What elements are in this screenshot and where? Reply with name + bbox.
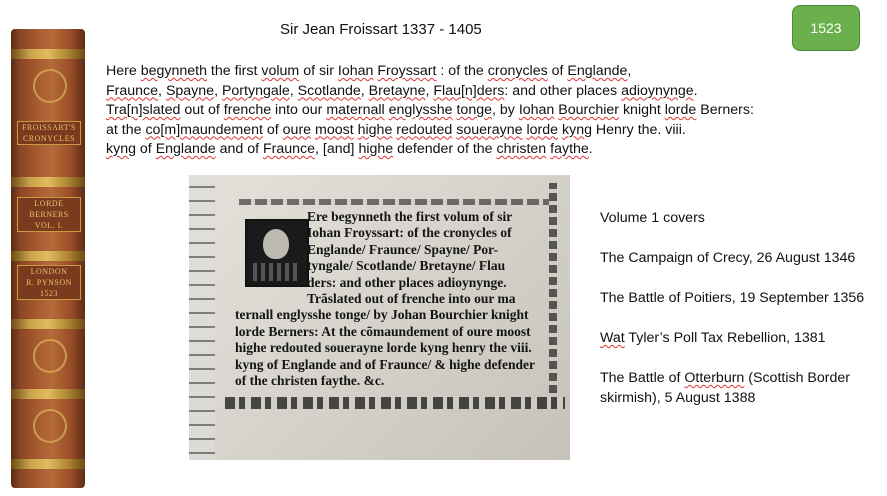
spellcheck-word: Iohan [337, 63, 374, 79]
printed-line: Trãslated out of frenche into our ma [307, 291, 516, 307]
spellcheck-word: lorde [526, 121, 559, 138]
intro-line [106, 82, 876, 102]
printed-text [235, 209, 563, 389]
spine-band [11, 251, 85, 261]
printed-line: lorde Berners: At the cõmaundement of oure moost [235, 323, 531, 339]
printed-line: ders: and other places adioynynge. [307, 274, 507, 290]
text-run: . [588, 141, 593, 157]
intro-line [106, 101, 876, 121]
spine-band [11, 49, 85, 59]
spine-band [11, 459, 85, 469]
page-border-bottom [225, 397, 565, 409]
spellcheck-word: highe [358, 141, 394, 157]
spellcheck-word: oure [282, 121, 312, 138]
text-run: of [135, 141, 156, 157]
text-run: of [262, 121, 283, 138]
spellcheck-word: Flau[n]ders [433, 82, 505, 99]
text-run: of sir [299, 63, 338, 79]
spellcheck-word: highe [357, 121, 393, 138]
text-run: the first [206, 63, 262, 79]
text-run: , [158, 82, 166, 99]
printed-line: highe redouted souerayne lorde kyng henry the viii. [235, 340, 532, 356]
printed-line: kyng of Englande and of Fraunce/ & highe defender [235, 356, 536, 372]
spine-ornament [33, 409, 67, 443]
volume-contents [600, 208, 885, 428]
text-run: : and other places [504, 82, 622, 99]
text-run: (Scottish Border skirmish), 5 August 1388 [600, 370, 850, 406]
printed-line: ternall englysshe tonge/ by Johan Bourchier knight [235, 307, 529, 323]
printed-line: of the christen faythe. &c. [235, 373, 385, 389]
spellcheck-word: Fraunce [106, 82, 159, 99]
spellcheck-word: frenche [223, 102, 272, 118]
text-run: out of [180, 102, 224, 118]
spellcheck-word: souerayne [456, 121, 523, 138]
spellcheck-word: tonge [456, 102, 492, 118]
text-run: Tyler’s Poll Tax Rebellion, 1381 [624, 330, 826, 346]
spellcheck-word: redouted [396, 121, 453, 138]
intro-line [106, 121, 876, 141]
spine-label-author: LORDE BERNERS VOL. I. [17, 197, 81, 232]
text-run: at the [106, 121, 146, 138]
spine-band [11, 389, 85, 399]
volume-item [600, 248, 885, 268]
spellcheck-word: kyng [562, 121, 592, 138]
spellcheck-word: volum [261, 63, 300, 79]
spellcheck-word: Bretayne [368, 82, 426, 99]
spellcheck-word: moost [315, 121, 354, 138]
page-border-top [239, 199, 549, 205]
printed-line: Iohan Froyssart: of the cronycles of [307, 225, 512, 241]
text-run: knight [619, 102, 665, 118]
intro-text [106, 62, 876, 160]
text-run: Henry the. viii. [591, 121, 686, 138]
volume-item [600, 368, 885, 408]
text-run: , [425, 82, 434, 99]
page-edge [189, 175, 215, 460]
spellcheck-word: christen [496, 141, 547, 157]
spellcheck-word: Wat [600, 330, 625, 346]
volume-heading: Volume 1 covers [600, 210, 705, 226]
text-run: : of the [436, 63, 488, 79]
printed-line: Englande/ Fraunce/ Spayne/ Por- [307, 241, 499, 257]
spellcheck-word: Fraunce [263, 141, 316, 157]
spine-label-imprint: LONDON R. PYNSON 1523 [17, 265, 81, 300]
printed-page-photo [189, 175, 570, 460]
text-run: , [627, 63, 632, 79]
spellcheck-word: Spayne [165, 82, 215, 99]
text-run: , [214, 82, 222, 99]
book-spine-image [11, 29, 85, 488]
volume-item [600, 328, 885, 348]
slide-title: Sir Jean Froissart 1337 - 1405 [280, 21, 482, 38]
spellcheck-word: Otterburn [684, 370, 745, 386]
text-run: , by [492, 102, 519, 118]
intro-line [106, 140, 876, 160]
spellcheck-word: Scotlande [297, 82, 361, 99]
spellcheck-word: Portyngale [221, 82, 290, 99]
spine-ornament [33, 339, 67, 373]
text-run: , [and] [315, 141, 359, 157]
spellcheck-word: Iohan [518, 102, 555, 118]
spellcheck-word: faythe [550, 141, 589, 157]
spellcheck-word: co[m]maundement [145, 121, 263, 138]
spine-band [11, 319, 85, 329]
text-run: . [693, 82, 698, 99]
spellcheck-word: maternall [326, 102, 385, 118]
spellcheck-word: Englande [567, 63, 628, 79]
spellcheck-word: begynneth [140, 63, 207, 79]
spine-band [11, 177, 85, 187]
text-run: Berners: [696, 102, 754, 118]
spellcheck-word: englysshe [388, 102, 453, 118]
spellcheck-word: kyng [106, 141, 136, 157]
spine-label-title: FROISSART'S CRONYCLES [17, 121, 81, 145]
text-run: and of [215, 141, 263, 157]
printed-line: tyngale/ Scotlande/ Bretayne/ Flau [307, 258, 506, 274]
year-badge[interactable]: 1523 [792, 5, 860, 51]
text-run: The Battle of [600, 370, 685, 386]
spellcheck-word: cronycles [487, 63, 548, 79]
text-run: , [360, 82, 369, 99]
volume-item [600, 288, 885, 308]
text-run: The Battle of Poitiers, 19 September 1356 [600, 290, 865, 306]
intro-line [106, 62, 876, 82]
printed-line: Ere begynneth the first volum of sir [307, 209, 513, 224]
text-run: of [547, 63, 568, 79]
text-run: Here [106, 63, 141, 79]
spellcheck-word: Tra[n]slated [106, 102, 181, 118]
spellcheck-word: adioynynge [621, 82, 694, 99]
text-run: defender of the [393, 141, 497, 157]
spellcheck-word: Bourchier [558, 102, 620, 118]
spellcheck-word: Froyssart [377, 63, 437, 79]
spellcheck-word: Englande [155, 141, 216, 157]
spellcheck-word: lorde [664, 102, 697, 118]
spine-ornament [33, 69, 67, 103]
text-run: , [289, 82, 298, 99]
text-run: The Campaign of Crecy, 26 August 1346 [600, 250, 856, 266]
text-run: into our [271, 102, 327, 118]
